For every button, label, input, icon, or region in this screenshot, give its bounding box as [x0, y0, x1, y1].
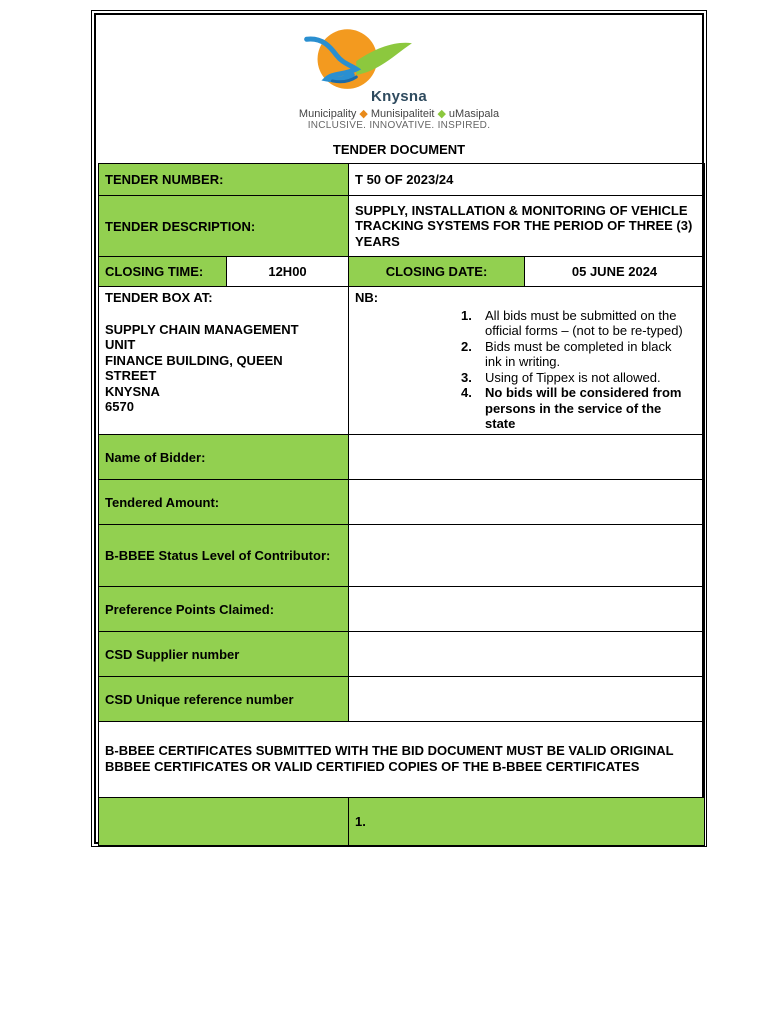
bidder-field-label: Tendered Amount: — [99, 480, 349, 525]
tender-box-cell — [99, 287, 349, 435]
csd-supplier-number-input[interactable] — [349, 632, 705, 677]
bidder-name-input[interactable] — [349, 435, 705, 480]
nb-item-line: Using of Tippex is not allowed. — [485, 369, 661, 385]
tender-box-line: STREET — [105, 368, 157, 383]
nb-list — [355, 308, 698, 432]
bidder-row — [99, 677, 705, 722]
preference-points-input[interactable] — [349, 587, 705, 632]
tender-document-frame — [94, 13, 704, 844]
logo-name: Knysna — [371, 88, 427, 105]
closing-date-label: CLOSING DATE: — [349, 257, 525, 287]
bidder-row — [99, 587, 705, 632]
tender-box-line: UNIT — [105, 337, 136, 352]
final-row-right: 1. — [349, 798, 705, 846]
tender-number-label: TENDER NUMBER: — [99, 164, 349, 196]
tender-box-line: 6570 — [105, 399, 134, 414]
diamond-green-icon: ◆ — [437, 108, 446, 120]
tender-description-value: SUPPLY, INSTALLATION & MONITORING OF VEHICLE TRACKING SYSTEMS FOR THE PERIOD OF THREE (3) YEARS — [349, 196, 705, 257]
document-title: TENDER DOCUMENT — [332, 142, 466, 157]
nb-item-line: state — [485, 416, 516, 431]
logo-tagline: INCLUSIVE. INNOVATIVE. INSPIRED. — [307, 120, 491, 131]
final-row — [99, 798, 705, 846]
bidder-row — [99, 525, 705, 587]
nb-item-line: official forms – (not to be re-typed) — [485, 323, 683, 338]
tender-description-row — [99, 196, 705, 257]
closing-time-label: CLOSING TIME: — [99, 257, 227, 287]
logo-sub-umasipala: uMasipala — [448, 108, 500, 120]
closing-time-value: 12H00 — [227, 257, 349, 287]
nb-label: NB: — [355, 290, 379, 305]
nb-cell — [349, 287, 705, 435]
tender-box-line: SUPPLY CHAIN MANAGEMENT — [105, 321, 299, 337]
nb-item — [355, 370, 698, 386]
nb-item-number: 3. — [461, 369, 472, 385]
diamond-orange-icon: ◆ — [359, 108, 368, 120]
nb-item-line: All bids must be submitted on the — [485, 307, 677, 323]
bidder-row — [99, 480, 705, 525]
tendered-amount-input[interactable] — [349, 480, 705, 525]
bbbee-level-input[interactable] — [349, 525, 705, 587]
nb-item-line: No bids will be considered from — [485, 385, 682, 400]
bidder-row — [99, 435, 705, 480]
certificate-note-row — [99, 722, 705, 798]
nb-item-line: Bids must be completed in black — [485, 338, 672, 354]
nb-item-line: persons in the service of the — [485, 400, 662, 416]
tender-box-row — [99, 287, 705, 435]
bidder-field-label: Name of Bidder: — [99, 435, 349, 480]
tender-number-value: T 50 OF 2023/24 — [349, 164, 705, 196]
bidder-field-label: B-BBEE Status Level of Contributor: — [99, 525, 349, 587]
tender-description-label: TENDER DESCRIPTION: — [99, 196, 349, 257]
bidder-row — [99, 632, 705, 677]
tender-box-label: TENDER BOX AT: — [105, 290, 213, 305]
closing-date-value: 05 JUNE 2024 — [525, 257, 705, 287]
nb-item-line: ink in writing. — [485, 354, 561, 369]
tender-number-row — [99, 164, 705, 196]
nb-item-number: 1. — [461, 307, 472, 323]
bidder-field-label: CSD Supplier number — [99, 632, 349, 677]
csd-unique-reference-input[interactable] — [349, 677, 705, 722]
nb-item-number: 4. — [461, 385, 472, 400]
tender-box-line: FINANCE BUILDING, QUEEN — [105, 352, 283, 368]
logo-sub-municipality: Municipality — [298, 108, 357, 120]
nb-item — [355, 385, 698, 432]
bidder-field-label: CSD Unique reference number — [99, 677, 349, 722]
tender-table — [98, 163, 705, 846]
bidder-field-label: Preference Points Claimed: — [99, 587, 349, 632]
logo-subtitle — [96, 107, 702, 120]
nb-item — [355, 339, 698, 370]
logo-sub-munisipaliteit: Munisipaliteit — [370, 108, 435, 120]
nb-item-number: 2. — [461, 338, 472, 354]
final-row-left — [99, 798, 349, 846]
nb-item — [355, 308, 698, 339]
closing-row — [99, 257, 705, 287]
certificate-note: B-BBEE CERTIFICATES SUBMITTED WITH THE BID DOCUMENT MUST BE VALID ORIGINAL BBBEE CERTIFICATES OR VALID CERTIFIED COPIES OF THE B-BBEE CERTIFICATES — [99, 722, 705, 798]
tender-box-line: KNYSNA — [105, 383, 160, 399]
